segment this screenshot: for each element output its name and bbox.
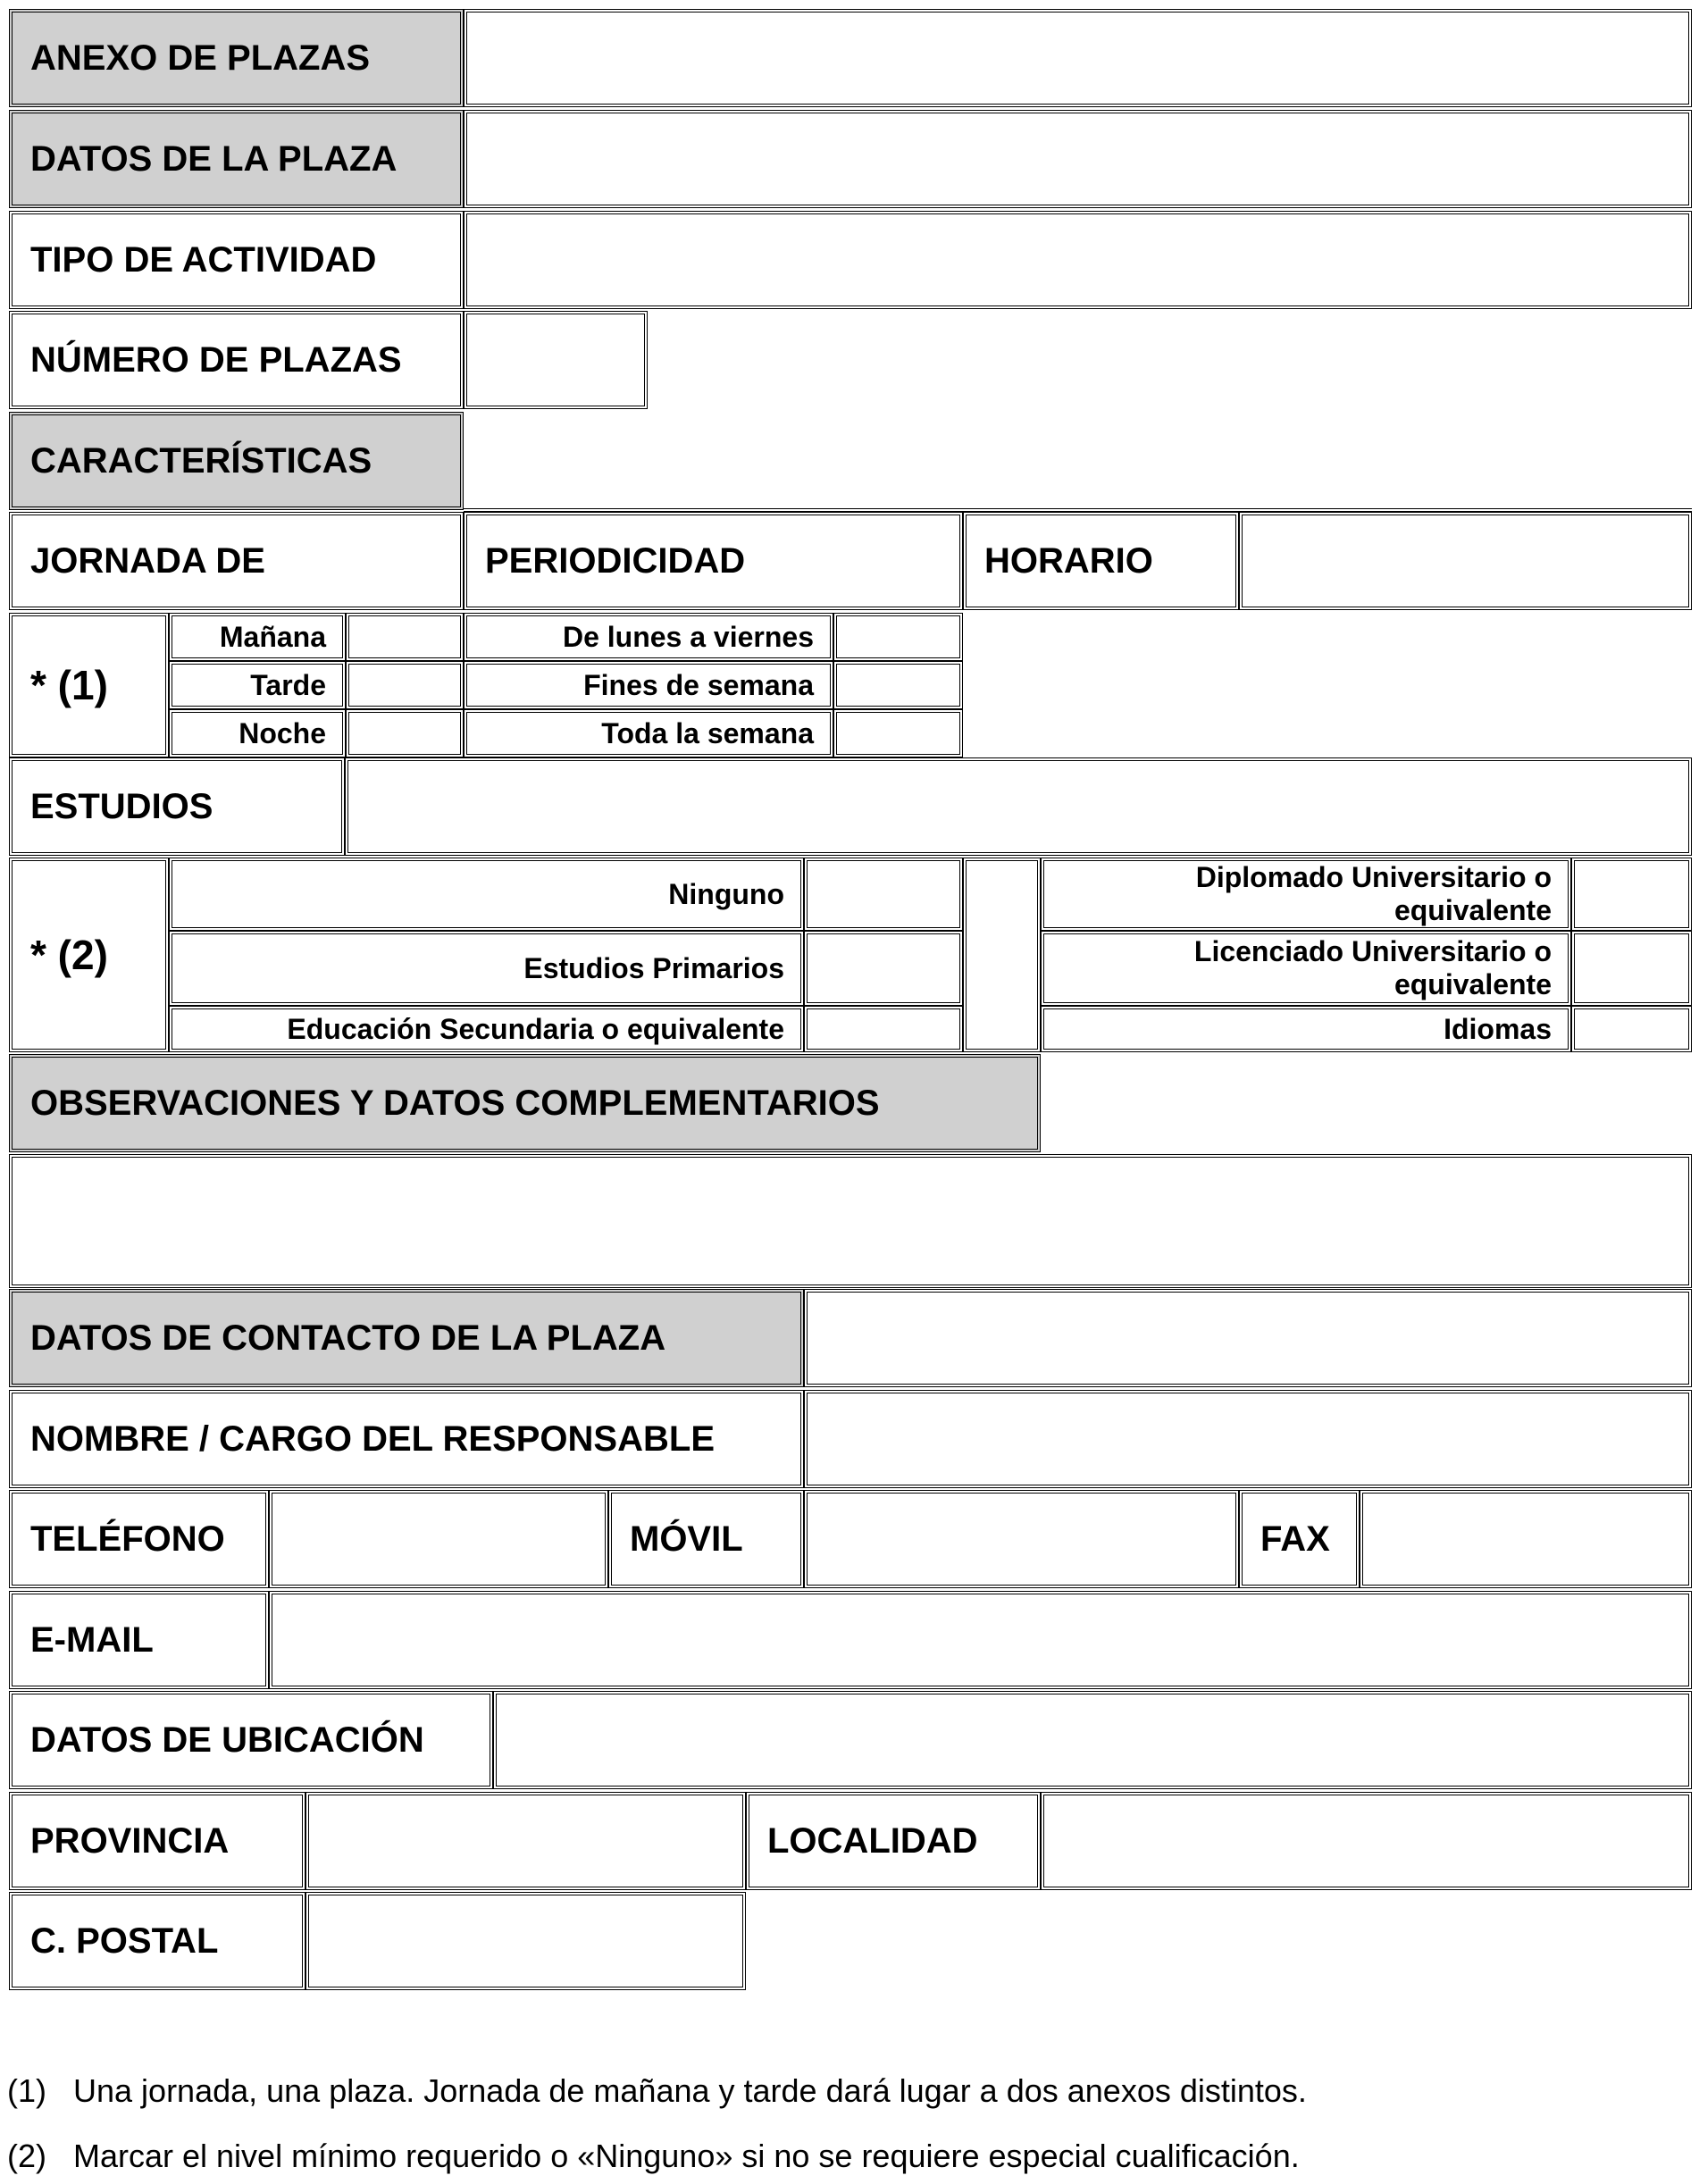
tarde-checkbox[interactable] [346, 661, 464, 709]
footnote-1-number: (1) [7, 2072, 46, 2109]
provincia-label: PROVINCIA [9, 1792, 305, 1890]
secundaria-checkbox[interactable] [804, 1006, 963, 1052]
lunes-viernes-checkbox[interactable] [833, 613, 963, 661]
telefono-label: TELÉFONO [9, 1490, 269, 1588]
caracteristicas-label: CARACTERÍSTICAS [9, 412, 464, 510]
telefono-field[interactable] [269, 1490, 608, 1588]
fax-label: FAX [1239, 1490, 1360, 1588]
diplomado-checkbox[interactable] [1571, 858, 1692, 931]
tarde-label: Tarde [169, 661, 346, 709]
horario-label: HORARIO [963, 512, 1239, 610]
provincia-field[interactable] [305, 1792, 746, 1890]
tipo-actividad-field[interactable] [464, 211, 1692, 309]
localidad-field[interactable] [1041, 1792, 1692, 1890]
footnote-2-text: Marcar el nivel mínimo requerido o «Ninguno» si no se requiere especial cualificación. [73, 2138, 1300, 2174]
responsable-field[interactable] [804, 1390, 1692, 1488]
observaciones-field[interactable] [9, 1154, 1692, 1288]
primarios-checkbox[interactable] [804, 931, 963, 1006]
manana-label: Mañana [169, 613, 346, 661]
datos-plaza-label: DATOS DE LA PLAZA [9, 110, 464, 208]
secundaria-label: Educación Secundaria o equivalente [169, 1006, 804, 1052]
responsable-label: NOMBRE / CARGO DEL RESPONSABLE [9, 1390, 804, 1488]
email-field[interactable] [269, 1591, 1692, 1689]
estudios-spacer [963, 858, 1041, 1052]
movil-field[interactable] [804, 1490, 1239, 1588]
ubicacion-field[interactable] [493, 1691, 1692, 1789]
localidad-label: LOCALIDAD [746, 1792, 1041, 1890]
postal-label: C. POSTAL [9, 1892, 305, 1990]
diplomado-label: Diplomado Universitario o equivalente [1041, 858, 1571, 931]
ubicacion-label: DATOS DE UBICACIÓN [9, 1691, 493, 1789]
lunes-viernes-label: De lunes a viernes [464, 613, 833, 661]
fines-semana-checkbox[interactable] [833, 661, 963, 709]
estudios-label: ESTUDIOS [9, 757, 345, 856]
fines-semana-label: Fines de semana [464, 661, 833, 709]
footnote-1-text: Una jornada, una plaza. Jornada de mañana y tarde dará lugar a dos anexos distintos. [73, 2072, 1307, 2109]
idiomas-checkbox[interactable] [1571, 1006, 1692, 1052]
footnote-2 [7, 2138, 1300, 2175]
primarios-label: Estudios Primarios [169, 931, 804, 1006]
toda-semana-label: Toda la semana [464, 709, 833, 757]
ninguno-label: Ninguno [169, 858, 804, 931]
manana-checkbox[interactable] [346, 613, 464, 661]
numero-plazas-field[interactable] [464, 311, 648, 409]
contacto-label: DATOS DE CONTACTO DE LA PLAZA [9, 1289, 804, 1387]
periodicidad-label: PERIODICIDAD [464, 512, 963, 610]
note-2-marker: * (2) [9, 858, 169, 1052]
footnote-2-number: (2) [7, 2138, 46, 2174]
note-1-marker: * (1) [9, 613, 169, 757]
anexo-label: ANEXO DE PLAZAS [9, 9, 464, 107]
postal-field[interactable] [305, 1892, 746, 1990]
anexo-field[interactable] [464, 9, 1692, 107]
toda-semana-checkbox[interactable] [833, 709, 963, 757]
noche-label: Noche [169, 709, 346, 757]
footnote-1 [7, 2072, 1307, 2110]
observaciones-label: OBSERVACIONES Y DATOS COMPLEMENTARIOS [9, 1054, 1041, 1152]
horario-field[interactable] [1239, 512, 1692, 610]
numero-plazas-label: NÚMERO DE PLAZAS [9, 311, 464, 409]
fax-field[interactable] [1360, 1490, 1692, 1588]
licenciado-label: Licenciado Universitario o equivalente [1041, 931, 1571, 1006]
ninguno-checkbox[interactable] [804, 858, 963, 931]
idiomas-label: Idiomas [1041, 1006, 1571, 1052]
licenciado-checkbox[interactable] [1571, 931, 1692, 1006]
noche-checkbox[interactable] [346, 709, 464, 757]
jornada-label: JORNADA DE [9, 512, 464, 610]
estudios-field[interactable] [345, 757, 1692, 856]
email-label: E-MAIL [9, 1591, 269, 1689]
tipo-actividad-label: TIPO DE ACTIVIDAD [9, 211, 464, 309]
datos-plaza-field[interactable] [464, 110, 1692, 208]
movil-label: MÓVIL [608, 1490, 804, 1588]
contacto-field[interactable] [804, 1289, 1692, 1387]
